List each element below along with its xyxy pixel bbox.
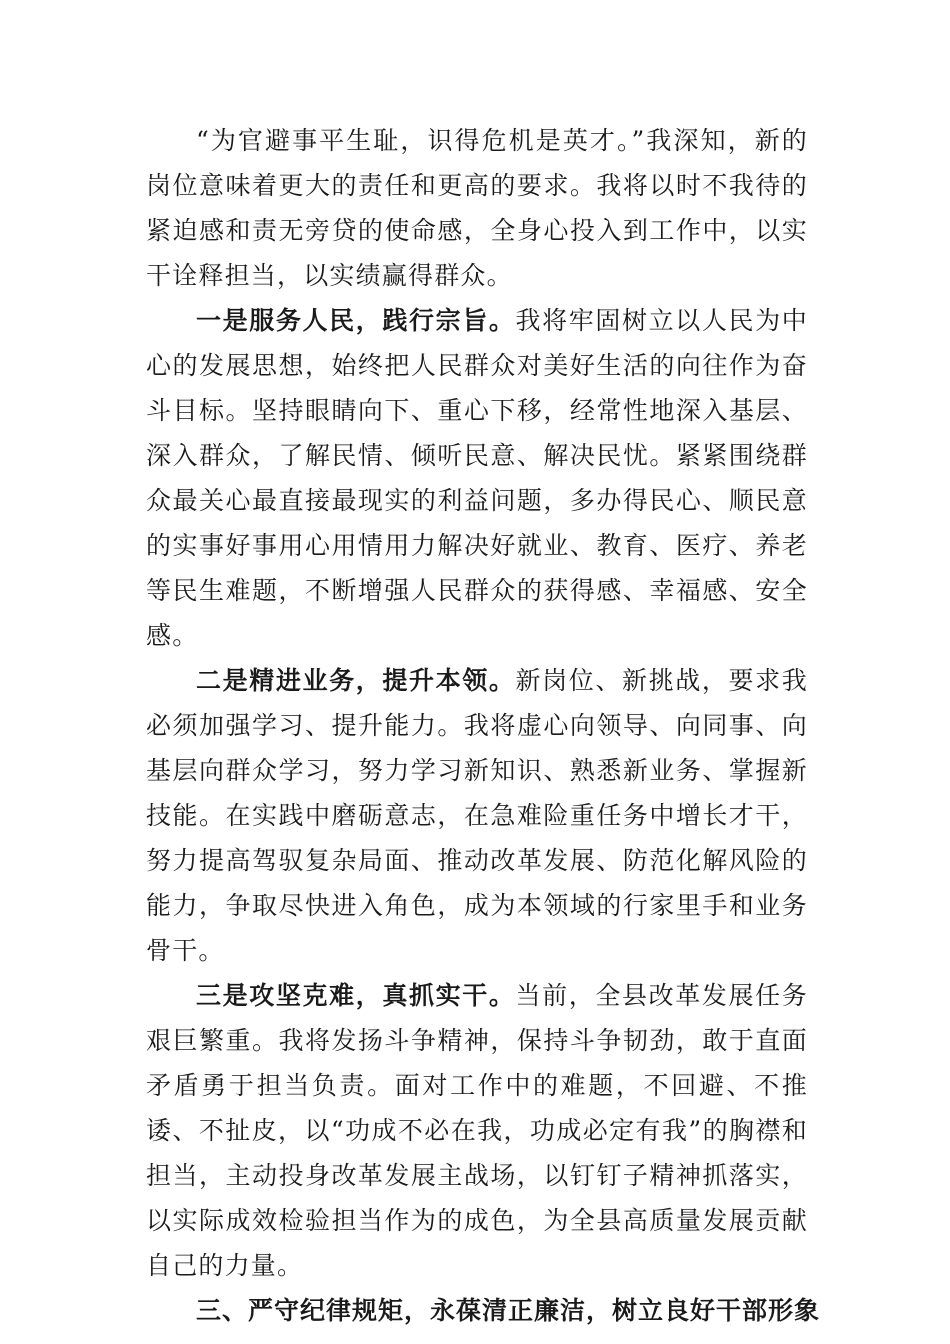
paragraph-lead: 一是服务人民，践行宗旨。 [196,306,516,335]
paragraph-intro [146,118,808,298]
paragraph-body: 新岗位、新挑战，要求我必须加强学习、提升能力。我将虚心向领导、向同事、向基层向群众学习，努力学习新知识、熟悉新业务、掌握新技能。在实践中磨砺意志，在急难险重任务中增长才干，努力提高驾驭复杂局面、推动改革发展、防范化解风险的能力，争取尽快进入角色，成为本领域的行家里手和业务骨干。 [146,666,809,965]
paragraph-body: “为官避事平生耻，识得危机是英才。”我深知，新的岗位意味着更大的责任和更高的要求。我将以时不我待的紧迫感和责无旁贷的使命感，全身心投入到工作中，以实干诠释担当，以实绩赢得群众。 [146,126,808,290]
paragraph-body: 当前，全县改革发展任务艰巨繁重。我将发扬斗争精神，保持斗争韧劲，敢于直面矛盾勇于担当负责。面对工作中的难题，不回避、不推诿、不扯皮，以“功成不必在我，功成必定有我”的胸襟和担当，主动投身改革发展主战场，以钉钉子精神抓落实，以实际成效检验担当作为的成色，为全县高质量发展贡献自己的力量。 [146,981,809,1280]
paragraph-tackle-difficulties [146,973,808,1288]
paragraph-serve-people [146,298,808,658]
paragraph-body: 我将牢固树立以人民为中心的发展思想，始终把人民群众对美好生活的向往作为奋斗目标。坚持眼睛向下、重心下移，经常性地深入基层、深入群众，了解民情、倾听民意、解决民忧。紧紧围绕群众最关心最直接最现实的利益问题，多办得民心、顺民意的实事好事用心用情用力解决好就业、教育、医疗、养老等民生难题，不断增强人民群众的获得感、幸福感、安全感。 [146,306,809,650]
section-heading: 三、严守纪律规矩，永葆清正廉洁，树立良好干部形象 [196,1296,821,1325]
document-page [146,118,821,1333]
paragraph-improve-skills [146,658,808,973]
paragraph-lead: 三是攻坚克难，真抓实干。 [196,981,516,1010]
paragraph-lead: 二是精进业务，提升本领。 [196,666,516,695]
